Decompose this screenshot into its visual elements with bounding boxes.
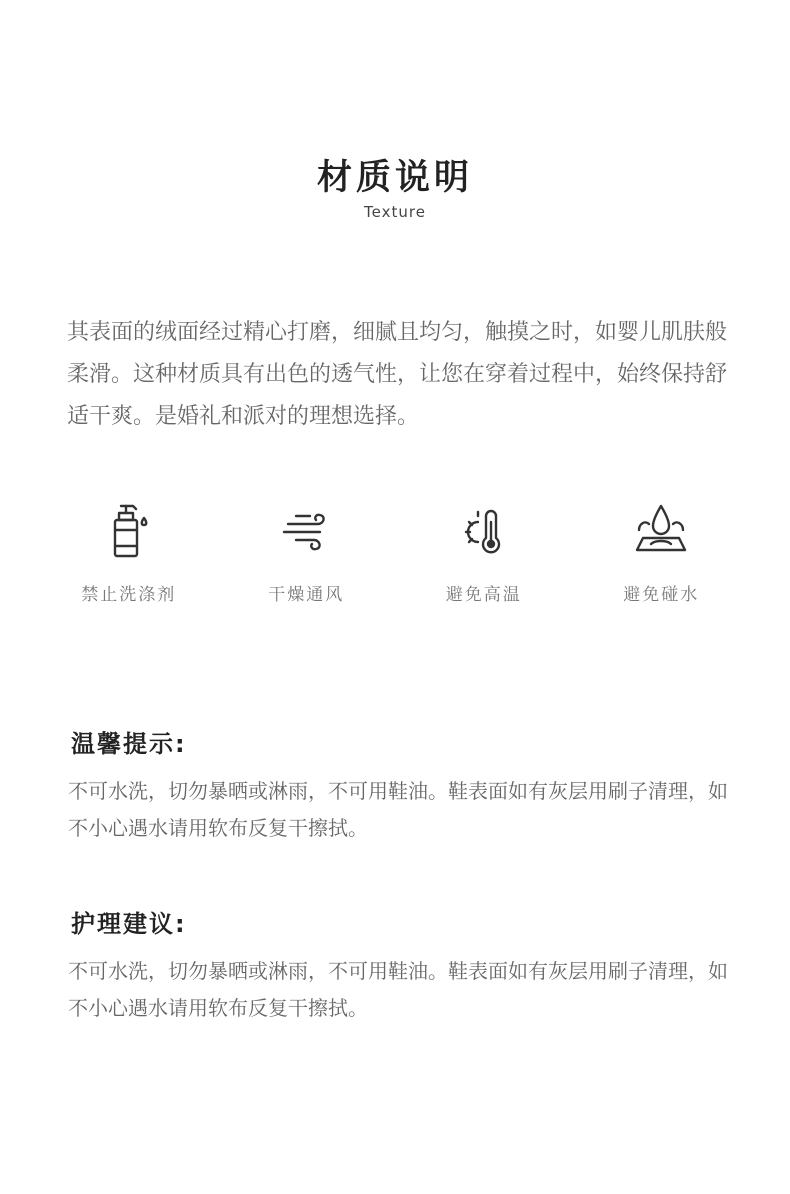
care-label: 干燥通风 (268, 585, 345, 605)
care-advice-body: 不可水洗，切勿暴晒或淋雨，不可用鞋油。鞋表面如有灰层用刷子清理，如不小心遇水请用软布反复干擦拭。 (68, 959, 728, 1020)
sun-thermometer-icon (452, 500, 516, 560)
material-description: 其表面的绒面经过精心打磨，细腻且均匀，触摸之时，如婴儿肌肤般柔滑。这种材质具有出色的透气性，让您在穿着过程中，始终保持舒适干爽。是婚礼和派对的理想选择。 (67, 320, 728, 429)
wind-icon (274, 500, 338, 560)
water-splash-icon (629, 500, 693, 560)
care-label: 避免高温 (445, 585, 522, 605)
detergent-bottle-icon (97, 500, 161, 560)
care-label: 禁止洗涤剂 (81, 585, 177, 605)
care-advice-title: 护理建议: (71, 910, 187, 938)
care-label: 避免碰水 (623, 585, 700, 605)
page-subtitle: Texture (364, 203, 426, 221)
care-item-no-detergent (44, 500, 214, 610)
care-item-avoid-heat (399, 500, 569, 610)
page-title: 材质说明 (316, 158, 473, 198)
care-icons-row (40, 500, 750, 610)
tips-title: 温馨提示: (71, 730, 187, 758)
care-item-ventilation (221, 500, 391, 610)
care-item-avoid-water (576, 500, 746, 610)
tips-body: 不可水洗，切勿暴晒或淋雨，不可用鞋油。鞋表面如有灰层用刷子清理，如不小心遇水请用软布反复干擦拭。 (68, 779, 728, 840)
